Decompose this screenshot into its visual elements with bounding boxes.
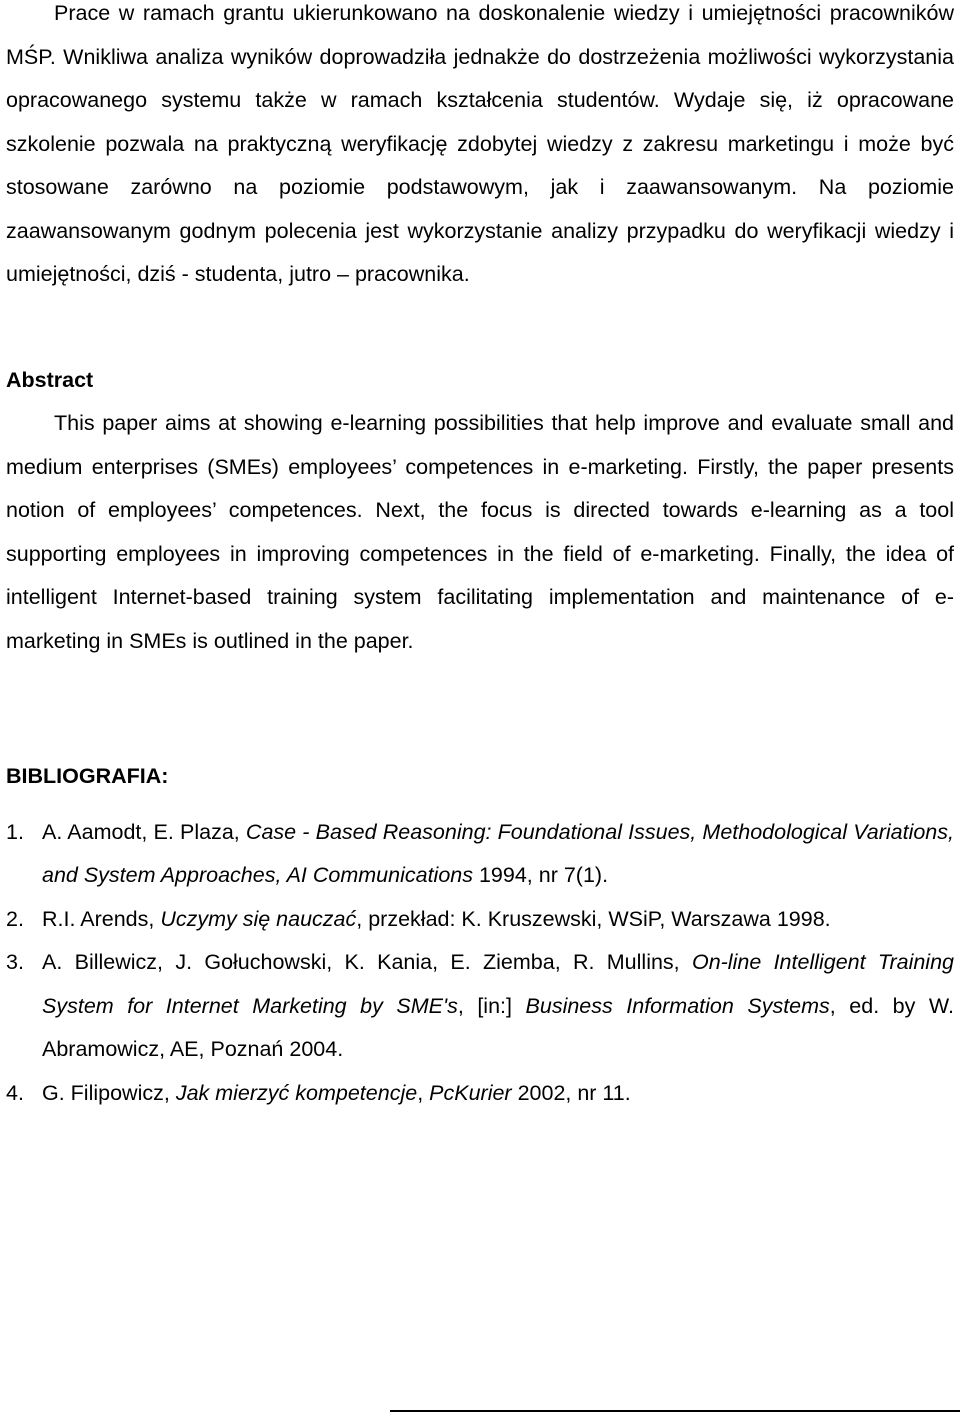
ref-number: 1. [6,819,24,844]
bibliography-entry-1 [6,811,954,898]
ref-source-title: Business Information Systems [525,993,830,1018]
ref-number: 2. [6,906,24,931]
footnote-separator-line [390,1410,960,1412]
ref-details: 1994, nr 7(1). [473,863,609,887]
abstract-heading: Abstract [6,367,94,392]
bibliography-list [6,811,954,1116]
ref-details: , ed. by W. Abramowicz, AE, Poznań 2004. [42,993,954,1061]
ref-source-title: PcKurier [429,1080,512,1105]
ref-title: On-line Intelligent Training System for Internet Marketing by SME's [42,950,954,1018]
page [6,0,954,1115]
ref-title: Jak mierzyć kompetencje [175,1080,418,1105]
ref-title: Uczymy się nauczać [160,906,357,931]
ref-number: 4. [6,1080,24,1105]
ref-connector: , [in:] [457,993,526,1018]
ref-number: 3. [6,950,24,974]
abstract-paragraph: This paper aims at showing e-learning possibilities that help improve and evaluate small and medium enterprises (SMEs) employees’ competences in e-marketing. Firstly, the paper presents notion of employees’ competences. Next, the focus is directed towards e-learning as a tool supporting employees in improving competences in the field of e-marketing. Finally, the idea of intelligent Internet-based training system facilitating implementation and maintenance of e-marketing in SMEs is outlined in the paper. [6,411,954,653]
ref-authors: G. Filipowicz, [42,1080,176,1105]
ref-authors: R.I. Arends, [42,906,161,931]
ref-title: Case - Based Reasoning: Foundational Issues, Methodological Variations, and System Approaches, AI Communications [42,819,954,887]
bibliography-entry-2 [6,898,954,942]
ref-authors: A. Billewicz, J. Gołuchowski, K. Kania, E. Ziemba, R. Mullins, [42,950,692,974]
polish-summary-paragraph: Prace w ramach grantu ukierunkowano na doskonalenie wiedzy i umiejętności pracowników MŚP. Wnikliwa analiza wyników doprowadziła jednakże do dostrzeżenia możliwości wykorzystania opracowanego systemu także w ramach kształcenia studentów. Wydaje się, iż opracowane szkolenie pozwala na praktyczną weryfikację zdobytej wiedzy z zakresu marketingu i może być stosowane zarówno na poziomie podstawowym, jak i zaawansowanym. Na poziomie zaawansowanym godnym polecenia jest wykorzystanie analizy przypadku do weryfikacji wiedzy i umiejętności, dziś - studenta, jutro – pracownika. [6,1,954,286]
ref-authors: A. Aamodt, E. Plaza, [42,819,246,844]
bibliography-entry-4 [6,1072,954,1116]
ref-details: , przekład: K. Kruszewski, WSiP, Warszawa 1998. [356,906,831,931]
ref-connector: , [417,1080,430,1105]
ref-details: 2002, nr 11. [511,1080,631,1105]
bibliography-entry-3 [6,941,954,1072]
bibliography-heading: BIBLIOGRAFIA: [6,764,169,788]
